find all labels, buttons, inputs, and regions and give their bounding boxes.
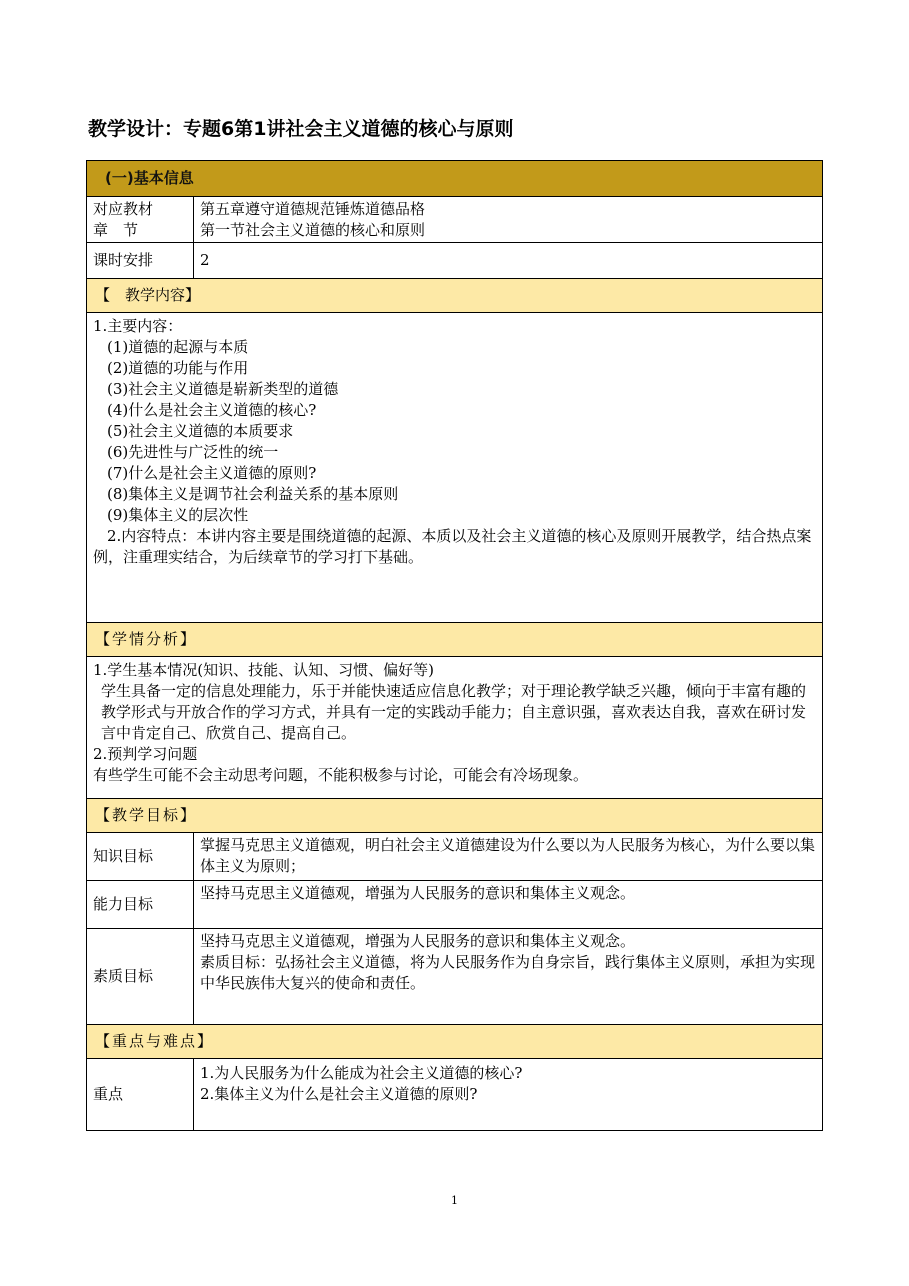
- content-line: (2)道德的功能与作用: [107, 359, 249, 377]
- section-key-points: [87, 1025, 823, 1059]
- content-line: (4)什么是社会主义道德的核心?: [107, 401, 317, 419]
- ability-label: 能力目标: [87, 881, 194, 929]
- row-content: [87, 313, 823, 623]
- section-basic-info: [87, 161, 823, 197]
- textbook-value: [194, 197, 823, 243]
- page-number: 1: [451, 1194, 458, 1207]
- content-body: [87, 313, 823, 623]
- hours-value: 2: [194, 243, 823, 279]
- content-line: (6)先进性与广泛性的统一: [107, 443, 279, 461]
- textbook-chapter: 第五章遵守道德规范锤炼道德品格: [200, 200, 426, 218]
- lesson-plan-table: [86, 160, 823, 1131]
- key-point-2: 2.集体主义为什么是社会主义道德的原则?: [200, 1085, 478, 1103]
- page-title: 教学设计：专题6第1讲社会主义道德的核心与原则: [88, 118, 514, 140]
- quality-body: [194, 929, 823, 1025]
- section-header-objectives: 【教学目标】: [87, 799, 823, 833]
- content-line: (3)社会主义道德是崭新类型的道德: [107, 380, 339, 398]
- row-analysis: [87, 657, 823, 799]
- analysis-item-2-text: 有些学生可能不会主动思考问题，不能积极参与讨论，可能会有冷场现象。: [93, 766, 589, 784]
- textbook-label-line-2: 章 节: [93, 221, 139, 239]
- content-line: 1.主要内容：: [93, 317, 183, 335]
- row-hours: [87, 243, 823, 279]
- knowledge-text: 掌握马克思主义道德观，明白社会主义道德建设为什么要以为人民服务为核心，为什么要以集体主义为原则；: [194, 833, 823, 881]
- content-line: (8)集体主义是调节社会利益关系的基本原则: [107, 485, 399, 503]
- analysis-body: [87, 657, 823, 799]
- section-analysis: [87, 623, 823, 657]
- content-line: (9)集体主义的层次性: [107, 506, 249, 524]
- section-content: [87, 279, 823, 313]
- quality-text-1: 坚持马克思主义道德观，增强为人民服务的意识和集体主义观念。: [200, 932, 636, 950]
- content-feature: 2.内容特点：本讲内容主要是围绕道德的起源、本质以及社会主义道德的核心及原则开展教学，结合热点案例，注重理实结合，为后续章节的学习打下基础。: [93, 527, 812, 566]
- row-knowledge: [87, 833, 823, 881]
- analysis-item-1-text: 学生具备一定的信息处理能力，乐于并能快速适应信息化教学；对于理论教学缺乏兴趣，倾向于丰富有趣的教学形式与开放合作的学习方式，并具有一定的实践动手能力；自主意识强，喜欢表达自我，喜欢在研讨发言中肯定自己、欣赏自己、提高自己。: [101, 682, 807, 742]
- quality-text-2: 素质目标：弘扬社会主义道德，将为人民服务作为自身宗旨，践行集体主义原则，承担为实现中华民族伟大复兴的使命和责任。: [200, 953, 816, 992]
- knowledge-label: 知识目标: [87, 833, 194, 881]
- section-header-basic-info: (一)基本信息: [87, 161, 823, 197]
- row-quality: [87, 929, 823, 1025]
- textbook-label-line-1: 对应教材: [93, 200, 154, 218]
- section-header-content: 【 教学内容】: [87, 279, 823, 313]
- section-header-analysis: 【学情分析】: [87, 623, 823, 657]
- content-line: (5)社会主义道德的本质要求: [107, 422, 294, 440]
- content-line: (1)道德的起源与本质: [107, 338, 249, 356]
- textbook-label: [87, 197, 194, 243]
- textbook-section: 第一节社会主义道德的核心和原则: [200, 221, 426, 239]
- key-label: 重点: [87, 1059, 194, 1131]
- section-objectives: [87, 799, 823, 833]
- quality-label: 素质目标: [87, 929, 194, 1025]
- section-header-key-points: 【重点与难点】: [87, 1025, 823, 1059]
- analysis-item-1: 1.学生基本情况(知识、技能、认知、习惯、偏好等): [93, 661, 435, 679]
- analysis-item-2: 2.预判学习问题: [93, 745, 198, 763]
- key-body: [194, 1059, 823, 1131]
- key-point-1: 1.为人民服务为什么能成为社会主义道德的核心?: [200, 1064, 523, 1082]
- row-textbook: [87, 197, 823, 243]
- hours-label: 课时安排: [87, 243, 194, 279]
- row-ability: [87, 881, 823, 929]
- row-key: [87, 1059, 823, 1131]
- ability-text: 坚持马克思主义道德观，增强为人民服务的意识和集体主义观念。: [194, 881, 823, 929]
- content-line: (7)什么是社会主义道德的原则?: [107, 464, 317, 482]
